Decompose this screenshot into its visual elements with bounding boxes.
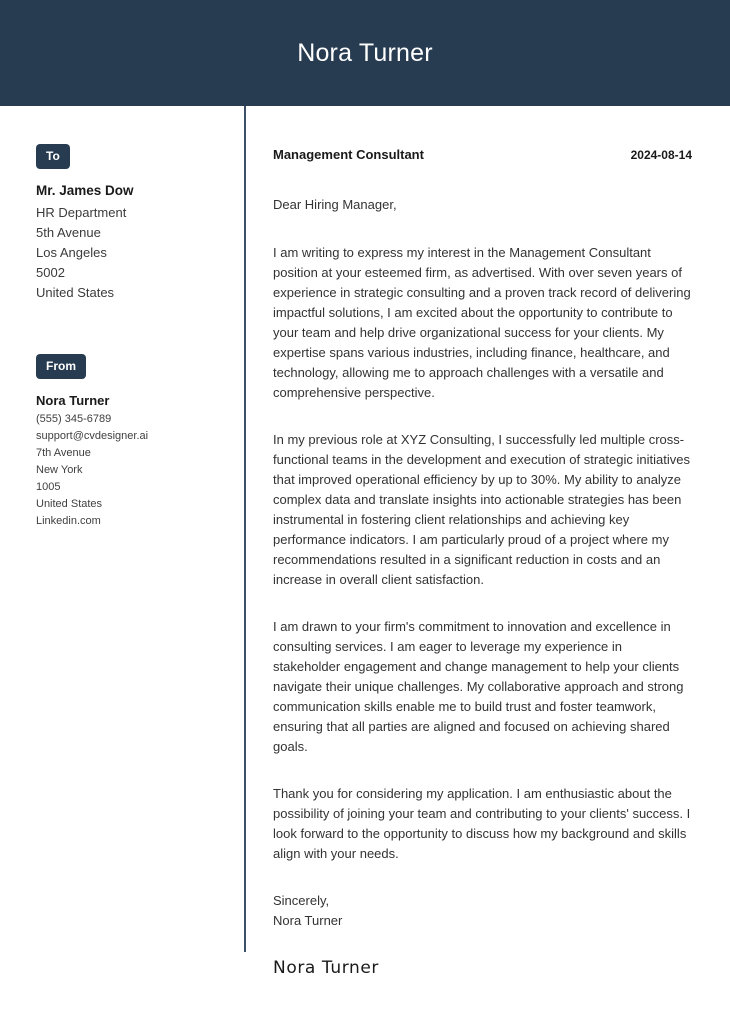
closing-name: Nora Turner [273, 913, 343, 928]
sender-line: New York [36, 464, 83, 476]
recipient-line: HR Department [36, 205, 127, 220]
letter-paragraph: I am writing to express my interest in the Management Consultant position at your esteemed firm, as advertised. With over seven years of experience in strategic consulting and a proven track record of delivering impactful solutions, I am excited about the opportunity to contribute to your team and help drive organizational success for your clients. My expertise spans various industries, including finance, healthcare, and technology, allowing me to approach challenges with a versatile and comprehensive perspective. [273, 245, 691, 400]
sender-phone: (555) 345-6789 [36, 413, 112, 425]
sender-line: 1005 [36, 481, 61, 493]
recipient-line: United States [36, 285, 115, 300]
page-title: Nora Turner [297, 38, 433, 67]
sender-email[interactable]: support@cvdesigner.ai [36, 430, 149, 442]
job-title: Management Consultant [273, 147, 424, 162]
signature: Nora Turner [273, 958, 380, 978]
recipient-line: 5002 [36, 265, 65, 280]
letter-header-row [273, 146, 692, 164]
sender-line: 7th Avenue [36, 447, 91, 459]
closing-word: Sincerely, [273, 893, 330, 908]
recipient-name: Mr. James Dow [36, 183, 134, 198]
recipient-block [36, 144, 224, 303]
recipient-line: Los Angeles [36, 245, 107, 260]
recipient-line: 5th Avenue [36, 225, 101, 240]
from-badge: From [36, 354, 86, 379]
closing-block [273, 891, 692, 931]
letter-paragraph: I am drawn to your firm's commitment to innovation and excellence in consulting services. I am eager to leverage my experience in stakeholder engagement and change management to help your clients navigate their unique challenges. My collaborative approach and strong communication skills enable me to build trust and foster teamwork, ensuring that all parties are aligned and focused on achieving shared goals. [273, 619, 684, 754]
letter-paragraph: Thank you for considering my application. I am enthusiastic about the possibility of joining your team and contributing to your clients' success. I look forward to the opportunity to discuss how my background and skills align with your needs. [273, 786, 691, 861]
letter-date: 2024-08-14 [630, 148, 692, 162]
sender-line: United States [36, 498, 103, 510]
salutation: Dear Hiring Manager, [273, 197, 397, 212]
header-banner [0, 0, 730, 106]
sender-linkedin[interactable]: Linkedin.com [36, 515, 101, 527]
letter-body [0, 106, 730, 979]
sender-block [36, 354, 224, 530]
letter-main [244, 106, 730, 979]
letter-paragraph: In my previous role at XYZ Consulting, I successfully led multiple cross-functional teams in the development and execution of strategic initiatives that improved operational efficiency by up to 30%. My ability to analyze complex data and translate insights into actionable strategies has been instrumental in fostering client relationships and achieving key performance indicators. I am particularly proud of a project where my recommendations resulted in a significant reduction in costs and an increase in overall client satisfaction. [273, 432, 690, 587]
sender-name: Nora Turner [36, 393, 110, 408]
sidebar [0, 106, 244, 530]
to-badge: To [36, 144, 70, 169]
